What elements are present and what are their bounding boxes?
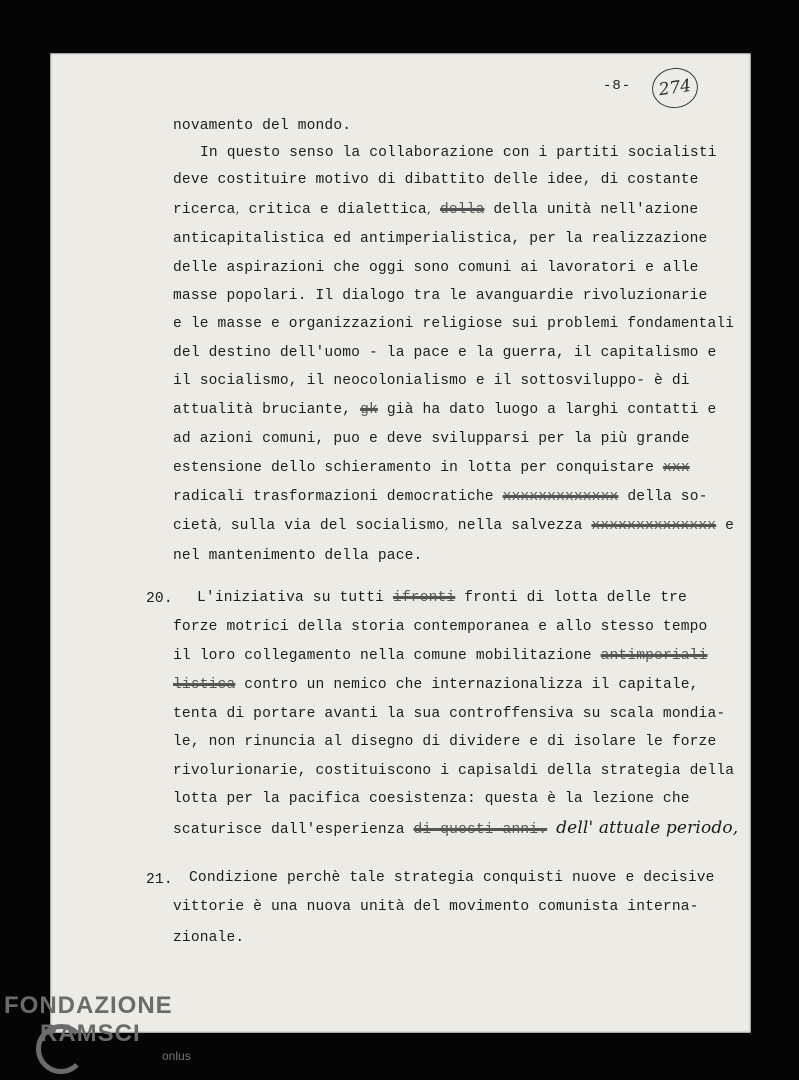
text-line: nel mantenimento della pace. [173,548,423,564]
text-line: novamento del mondo. [173,118,352,134]
text-line: lotta per la pacifica coesistenza: questa è la lezione che [173,791,690,807]
text-line: scaturisce dall'esperienza di questi anni. dell' attuale periodo, [173,818,739,838]
text-line: tenta di portare avanti la sua controffensiva su scala mondia- [173,706,726,722]
text-line: In questo senso la collaborazione con i partiti socialisti [200,145,717,161]
paragraph-number: 20. [146,591,173,607]
text-line: forze motrici della storia contemporanea e allo stesso tempo [173,619,708,635]
watermark-sub: onlus [162,1049,191,1063]
handwritten-note: dell' attuale periodo, [556,818,739,838]
text-line: ad azioni comuni, puo e deve svilupparsi per la più grande [173,431,690,447]
text-line: zionale. [173,930,245,946]
text-line: le, non rinuncia al disegno di dividere e di isolare le forze [173,734,717,750]
watermark-line2: RAMSCI [40,1020,141,1047]
text-line: listica contro un nemico che internazionalizza il capitale, [173,677,699,693]
text-line: radicali trasformazioni democratiche xxxxxxxxxxxxx della so- [173,489,708,505]
text-line: vittorie è una nuova unità del movimento comunista interna- [173,899,699,915]
text-line: del destino dell'uomo - la pace e la guerra, il capitalismo e [173,345,717,361]
page-number: -8- [603,78,632,94]
text-line: ricerca, critica e dialettica, della della unità nell'azione [173,202,699,218]
watermark-line1: FONDAZIONE [4,992,173,1019]
archive-number-stamp: 274 [649,65,700,111]
text-line: cietà, sulla via del socialismo, nella salvezza xxxxxxxxxxxxxx e [173,518,734,534]
text-line: Condizione perchè tale strategia conquisti nuove e decisive [189,870,715,886]
paragraph-number: 21. [146,872,173,888]
text-line: e le masse e organizzazioni religiose sui problemi fondamentali [173,316,735,332]
text-line: anticapitalistica ed antimperialistica, per la realizzazione [173,231,708,247]
text-line: deve costituire motivo di dibattito delle idee, di costante [173,172,699,188]
text-line: attualità bruciante, gk già ha dato luogo a larghi contatti e [173,402,717,418]
text-line: il loro collegamento nella comune mobilitazione antimperiali [173,648,708,664]
text-line: il socialismo, il neocolonialismo e il sottosviluppo- è di [173,373,690,389]
text-line: masse popolari. Il dialogo tra le avanguardie rivoluzionarie [173,288,708,304]
text-line: L'iniziativa su tutti ifronti fronti di lotta delle tre [197,590,687,606]
text-line: rivolurionarie, costituiscono i capisaldi della strategia della [173,763,735,779]
text-line: delle aspirazioni che oggi sono comuni ai lavoratori e alle [173,260,699,276]
watermark-logo [4,992,191,1063]
text-line: estensione dello schieramento in lotta per conquistare xxx [173,460,690,476]
